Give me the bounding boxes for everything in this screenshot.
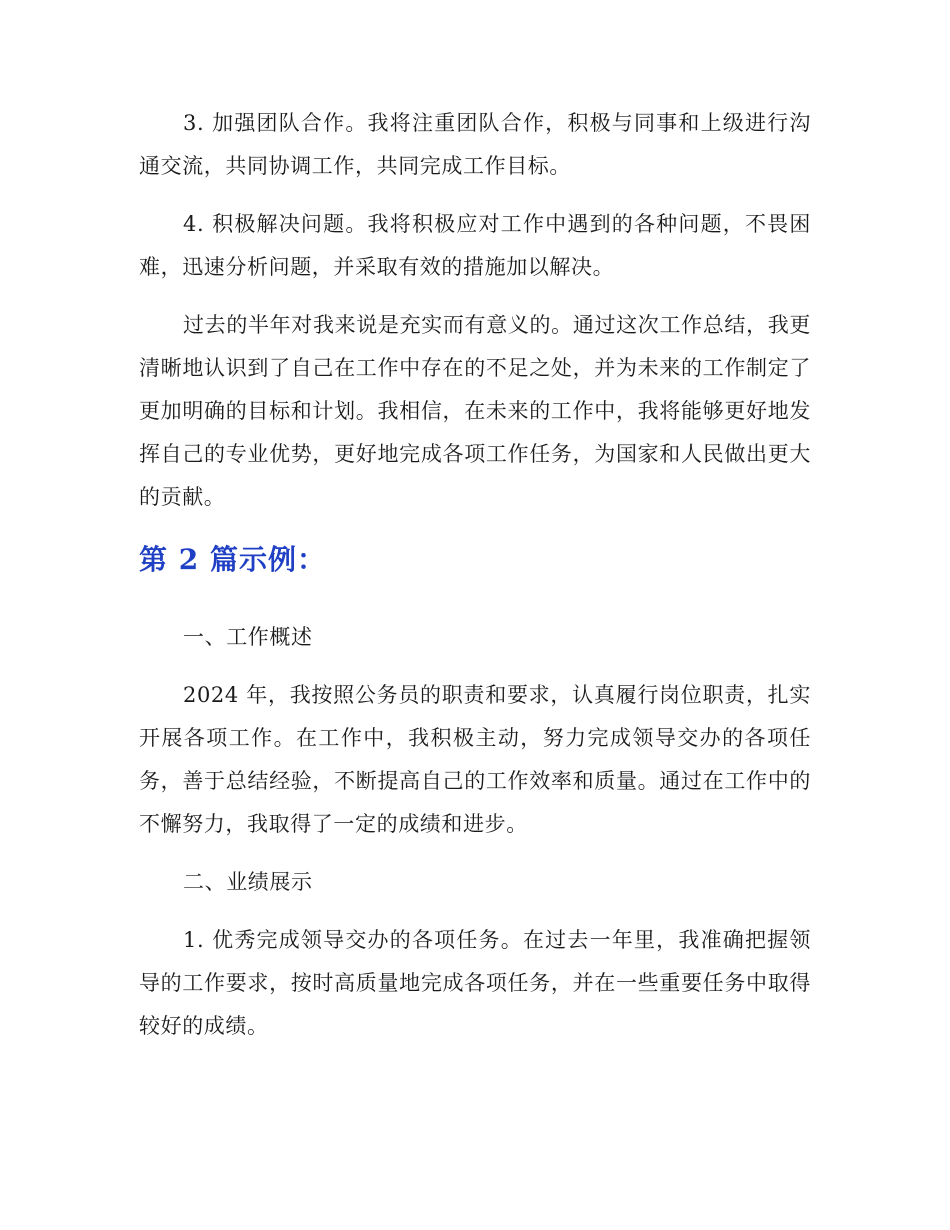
paragraph-achievement-1: 1. 优秀完成领导交办的各项任务。在过去一年里，我准确把握领导的工作要求，按时高质量地完成各项任务，并在一些重要任务中取得较好的成绩。 bbox=[139, 928, 811, 1038]
paragraph-conclusion: 过去的半年对我来说是充实而有意义的。通过这次工作总结，我更清晰地认识到了自己在工作中存在的不足之处，并为未来的工作制定了更加明确的目标和计划。我相信，在未来的工作中，我将能够更好地发挥自己的专业优势，更好地完成各项工作任务，为国家和人民做出更大的贡献。 bbox=[139, 313, 811, 509]
subheading-achievements: 二、业绩展示 bbox=[183, 870, 313, 894]
paragraph-work-overview: 2024 年，我按照公务员的职责和要求，认真履行岗位职责，扎实开展各项工作。在工作中，我积极主动，努力完成领导交办的各项任务，善于总结经验，不断提高自己的工作效率和质量。通过在工作中的不懈努力，我取得了一定的成绩和进步。 bbox=[139, 683, 811, 836]
paragraph-problem-solving: 4. 积极解决问题。我将积极应对工作中遇到的各种问题，不畏困难，迅速分析问题，并采取有效的措施加以解决。 bbox=[139, 212, 811, 279]
document-body bbox=[139, 102, 811, 1048]
paragraph-teamwork: 3. 加强团队合作。我将注重团队合作，积极与同事和上级进行沟通交流，共同协调工作，共同完成工作目标。 bbox=[139, 111, 811, 178]
section-heading: 第 2 篇示例： bbox=[139, 543, 326, 576]
subheading-work-overview: 一、工作概述 bbox=[183, 625, 313, 649]
